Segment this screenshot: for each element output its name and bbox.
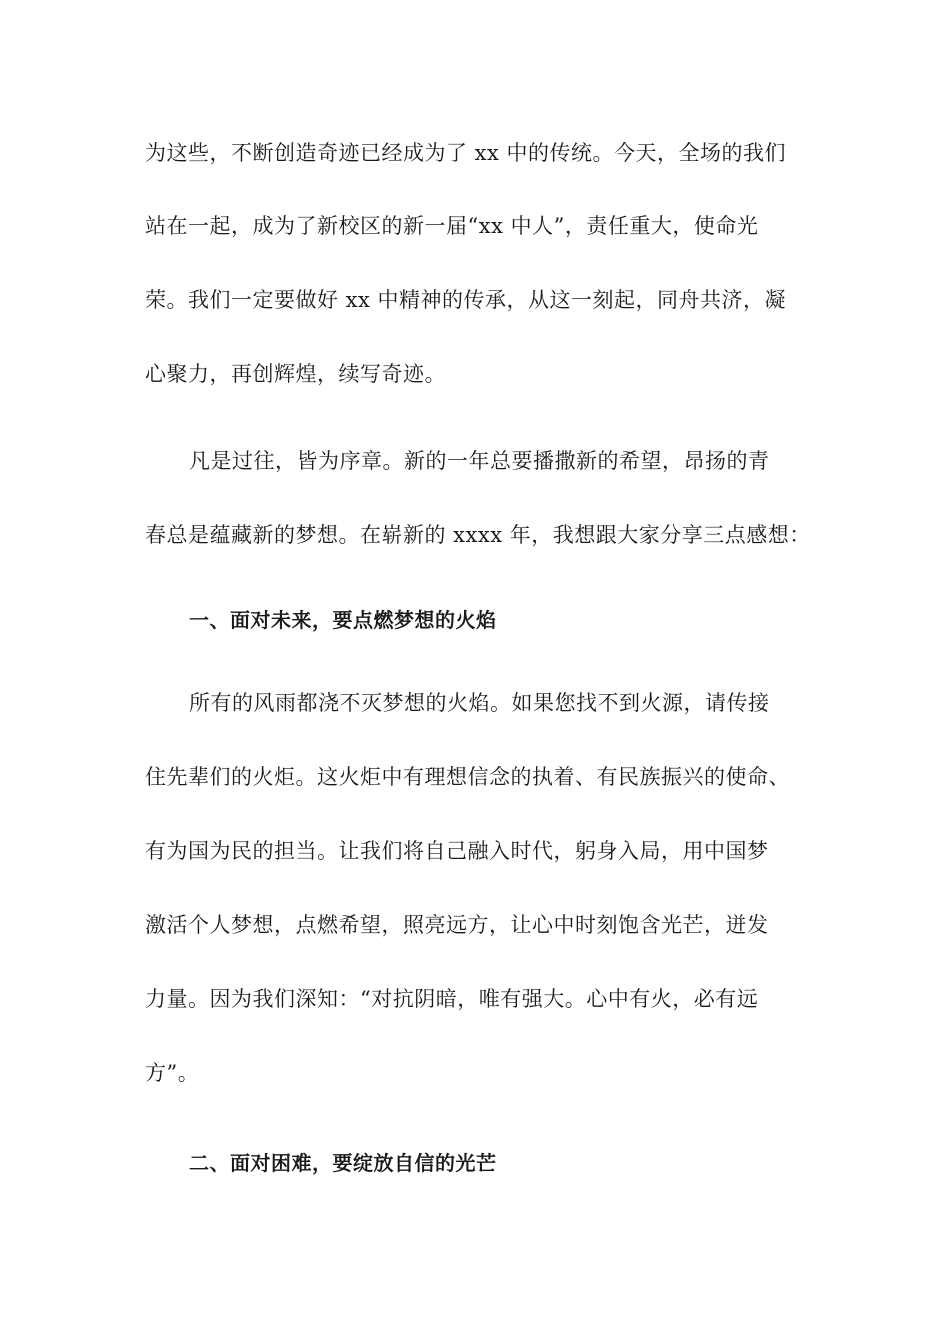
paragraph-3-line-4: 激活个人梦想，点燃希望，照亮远方，让心中时刻饱含光芒，迸发: [145, 913, 769, 937]
paragraph-1-line-1: 为这些，不断创造奇迹已经成为了 xx 中的传统。今天，全场的我们: [145, 141, 787, 165]
paragraph-3-line-6: 方”。: [145, 1061, 200, 1085]
paragraph-3-line-5: 力量。因为我们深知：“对抗阴暗，唯有强大。心中有火，必有远: [145, 987, 759, 1011]
paragraph-1-line-4: 心聚力，再创辉煌，续写奇迹。: [145, 362, 446, 386]
paragraph-3-line-2: 住先辈们的火炬。这火炬中有理想信念的执着、有民族振兴的使命、: [145, 765, 790, 789]
paragraph-2-line-1: 凡是过往，皆为序章。新的一年总要播撒新的希望，昂扬的青: [189, 449, 770, 473]
section-heading-2: 二、面对困难，要绽放自信的光芒: [189, 1151, 497, 1175]
paragraph-3-line-3: 有为国为民的担当。让我们将自己融入时代，躬身入局，用中国梦: [145, 839, 769, 863]
paragraph-1-line-3: 荣。我们一定要做好 xx 中精神的传承，从这一刻起，同舟共济，凝: [145, 288, 787, 312]
paragraph-3-line-1: 所有的风雨都浇不灭梦想的火焰。如果您找不到火源，请传接: [189, 691, 770, 715]
section-heading-1: 一、面对未来，要点燃梦想的火焰: [189, 608, 497, 632]
paragraph-2-line-2: 春总是蕴藏新的梦想。在崭新的 xxxx 年，我想跟大家分享三点感想：: [145, 523, 811, 547]
paragraph-1-line-2: 站在一起，成为了新校区的新一届“xx 中人”，责任重大，使命光: [145, 214, 759, 238]
